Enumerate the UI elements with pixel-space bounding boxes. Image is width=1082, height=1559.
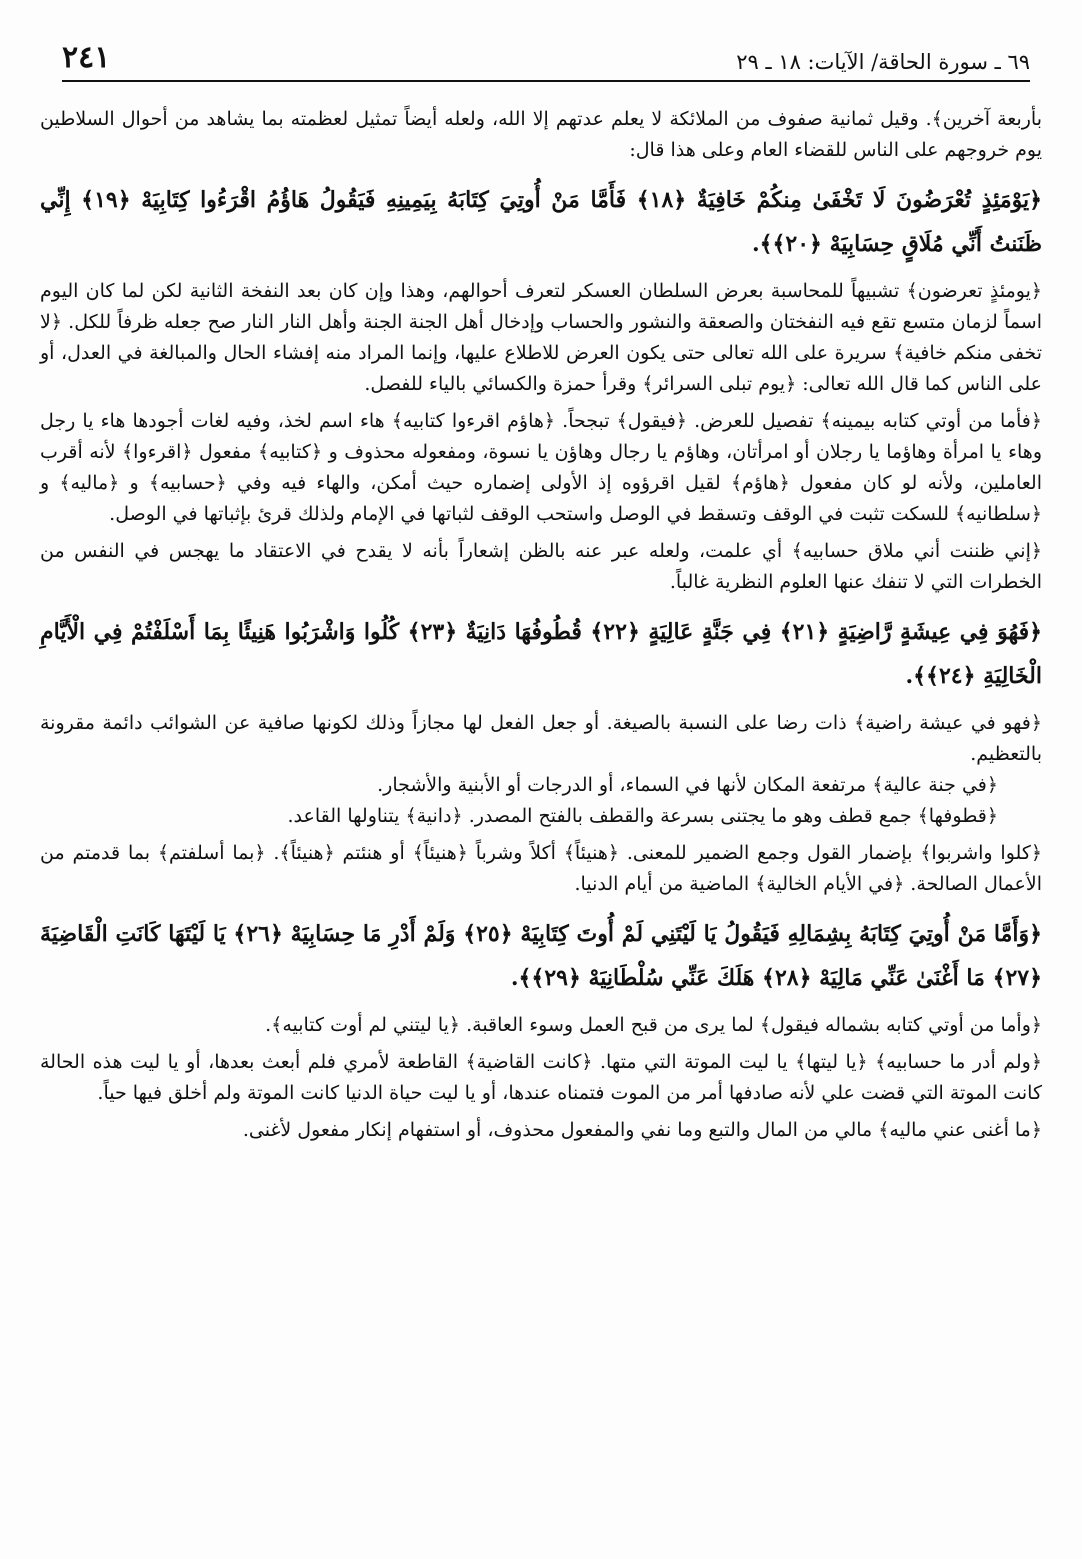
running-title: ٦٩ ـ سورة الحاقة/ الآيات: ١٨ ـ ٢٩ bbox=[736, 50, 1030, 74]
commentary-paragraph: ﴿كلوا واشربوا﴾ بإضمار القول وجمع الضمير للمعنى. ﴿هنيئاً﴾ أكلاً وشرباً ﴿هنيئاً﴾ أو هنئتم ﴿هنيئاً﴾. ﴿بما أسلفتم﴾ بما قدمتم من الأعمال الصالحة. ﴿في الأيام الخالية﴾ الماضية من أيام الدنيا. bbox=[40, 842, 1042, 895]
commentary-paragraph: ﴿ولم أدر ما حسابيه﴾ ﴿يا ليتها﴾ يا ليت الموتة التي متها. ﴿كانت القاضية﴾ القاطعة لأمري فلم أبعث بعدها، أو يا ليت هذه الحالة كانت الموتة التي قضت علي لأنه صادفها أمر من الموت فتمناه عندها، أو يا ليت حياة الدنيا كانت الموتة ولم أخلق فيها حياً. bbox=[40, 1051, 1042, 1104]
commentary-paragraph: ﴿ما أغنى عني ماليه﴾ مالي من المال والتبع وما نفي والمفعول محذوف، أو استفهام إنكار مفعول لأغنى. bbox=[242, 1119, 1042, 1141]
commentary-paragraph: ﴿وأما من أوتي كتابه بشماله فيقول﴾ لما يرى من قبح العمل وسوء العاقبة. ﴿يا ليتني لم أوت كتابيه﴾. bbox=[265, 1014, 1042, 1036]
commentary-paragraph: ﴿في جنة عالية﴾ مرتفعة المكان لأنها في السماء، أو الدرجات أو الأبنية والأشجار. bbox=[377, 774, 998, 796]
page-header bbox=[62, 40, 1030, 82]
page-number: ٢٤١ bbox=[62, 40, 111, 75]
commentary-paragraph: ﴿فهو في عيشة راضية﴾ ذات رضا على النسبة بالصيغة. أو جعل الفعل لها مجازاً وذلك لكونها صافية عن الشوائب دائمة مقرونة بالتعظيم. bbox=[40, 712, 1042, 765]
quran-verses-25-29: ﴿وَأَمَّا مَنْ أُوتِيَ كِتَابَهُ بِشِمَالِهِ فَيَقُولُ يَا لَيْتَنِي لَمْ أُوتَ كِتَابِيَهْ ﴿٢٥﴾ وَلَمْ أَدْرِ مَا حِسَابِيَهْ ﴿٢٦﴾ يَا لَيْتَهَا كَانَتِ الْقَاضِيَةَ ﴿٢٧﴾ مَا أَغْنَىٰ عَنِّي مَالِيَهْ ﴿٢٨﴾ هَلَكَ عَنِّي سُلْطَانِيَهْ ﴿٢٩﴾﴾. bbox=[40, 921, 1042, 991]
commentary-paragraph: ﴿فأما من أوتي كتابه بيمينه﴾ تفصيل للعرض. ﴿فيقول﴾ تبجحاً. ﴿هاؤم اقرءوا كتابيه﴾ هاء اسم لخذ، وفيه لغات أجودها هاء يا رجل وهاء يا امرأة وهاؤما يا رجلان أو امرأتان، وهاؤم يا رجال وهاؤن يا نسوة، ومفعوله محذوف و ﴿كتابيه﴾ مفعول ﴿اقرءوا﴾ لأنه أقرب العاملين، ولأنه لو كان مفعول ﴿هاؤم﴾ لقيل اقرؤوه إذ الأولى إضماره حيث أمكن، والهاء فيه وفي ﴿حسابيه﴾ و ﴿ماليه﴾ و ﴿سلطانيه﴾ للسكت تثبت في الوقف وتسقط في الوصل واستحب الوقف لثباتها في الإمام ولذلك قرئ بإثباتها في الوصل. bbox=[40, 410, 1042, 525]
quran-verses-18-20: ﴿يَوْمَئِذٍ تُعْرَضُونَ لَا تَخْفَىٰ مِنكُمْ خَافِيَةٌ ﴿١٨﴾ فَأَمَّا مَنْ أُوتِيَ كِتَابَهُ بِيَمِينِهِ فَيَقُولُ هَاؤُمُ اقْرَءُوا كِتَابِيَهْ ﴿١٩﴾ إِنِّي ظَنَنتُ أَنِّي مُلَاقٍ حِسَابِيَهْ ﴿٢٠﴾﴾. bbox=[40, 187, 1043, 257]
page-body bbox=[40, 104, 1042, 1529]
paragraph-intro: بأربعة آخرين﴾. وقيل ثمانية صفوف من الملائكة لا يعلم عدتهم إلا الله، ولعله أيضاً تمثيل لعظمته بما يشاهد من أحوال السلاطين يوم خروجهم على الناس للقضاء العام وعلى هذا قال: bbox=[40, 108, 1042, 161]
commentary-paragraph: ﴿إني ظننت أني ملاق حسابيه﴾ أي علمت، ولعله عبر عنه بالظن إشعاراً بأنه لا يقدح في الاعتقاد ما يهجس في النفس من الخطرات التي لا تنفك عنها العلوم النظرية غالباً. bbox=[40, 540, 1042, 593]
commentary-paragraph: ﴿يومئذٍ تعرضون﴾ تشبيهاً للمحاسبة بعرض السلطان العسكر لتعرف أحوالهم، وهذا وإن كان بعد النفخة الثانية لكن لما كان اليوم اسماً لزمان متسع تقع فيه النفختان والصعقة والنشور والحساب وإدخال أهل الجنة الجنة وأهل النار النار صح جعله ظرفاً للكل. ﴿لا تخفى منكم خافية﴾ سريرة على الله تعالى حتى يكون العرض للاطلاع عليها، وإنما المراد منه إفشاء الحال والمبالغة في العدل، أو على الناس كما قال الله تعالى: ﴿يوم تبلى السرائر﴾ وقرأ حمزة والكسائي بالياء للفصل. bbox=[40, 280, 1042, 395]
quran-verses-21-24: ﴿فَهُوَ فِي عِيشَةٍ رَّاضِيَةٍ ﴿٢١﴾ فِي جَنَّةٍ عَالِيَةٍ ﴿٢٢﴾ قُطُوفُهَا دَانِيَةٌ ﴿٢٣﴾ كُلُوا وَاشْرَبُوا هَنِيئًا بِمَا أَسْلَفْتُمْ فِي الْأَيَّامِ الْخَالِيَةِ ﴿٢٤﴾﴾. bbox=[40, 619, 1042, 689]
commentary-paragraph: ﴿قطوفها﴾ جمع قطف وهو ما يجتنى بسرعة والقطف بالفتح المصدر. ﴿دانية﴾ يتناولها القاعد. bbox=[287, 805, 998, 827]
